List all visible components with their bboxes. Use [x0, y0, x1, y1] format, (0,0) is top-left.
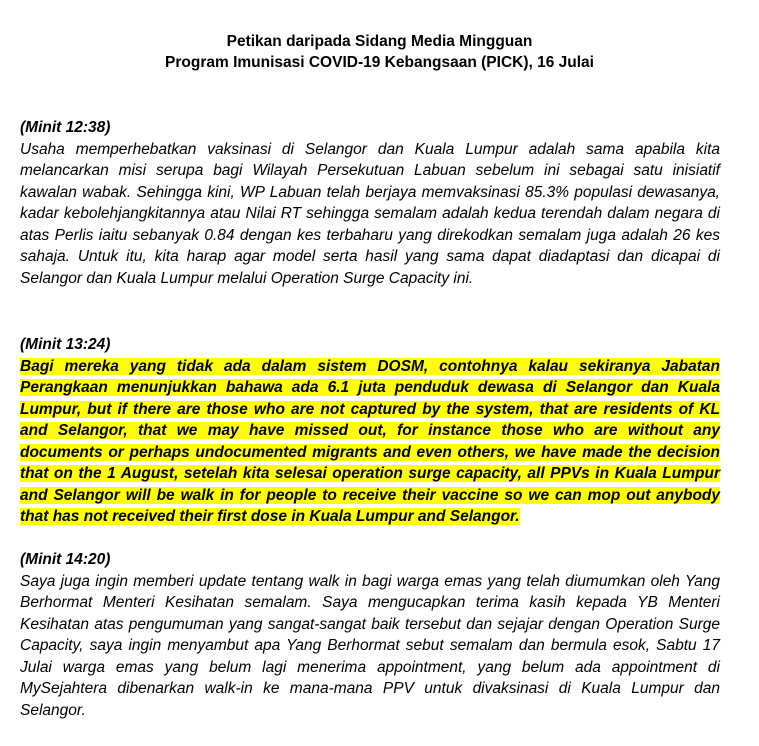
transcript-section-1 — [20, 117, 720, 289]
timestamp-label: (Minit 13:24) — [20, 336, 111, 353]
highlighted-text: Bagi mereka yang tidak ada dalam sistem DOSM, contohnya kalau sekiranya Jabatan Perangkaan menunjukkan bahawa ada 6.1 juta penduduk dewasa di Selangor dan Kuala Lumpur, but if there are those who are not captured by the system, that are residents of KL and Selangor, that we may have missed out, for instance those who are without any documents or perhaps undocumented migrants and even others, we have made the decision that on the 1 August, setelah kita selesai operation surge capacity, all PPVs in Kuala Lumpur and Selangor will be walk in for people to receive their vaccine so we can mop out anybody that has not received their first dose in Kuala Lumpur and Selangor. — [20, 357, 720, 525]
highlighted-paragraph — [20, 356, 720, 528]
transcript-section-3 — [20, 549, 720, 721]
transcript-section-2-highlighted — [20, 334, 720, 528]
header-subtitle: Program Imunisasi COVID-19 Kebangsaan (PICK), 16 Julai — [165, 54, 594, 71]
document-header — [0, 31, 759, 73]
paragraph-text: Saya juga ingin memberi update tentang walk in bagi warga emas yang telah diumumkan oleh Yang Berhormat Menteri Kesihatan semalam. Saya mengucapkan terima kasih kepada YB Menteri Kesihatan atas pengumuman yang sangat-sangat baik tersebut dan sejajar dengan Operation Surge Capacity, saya ingin menyambut apa Yang Berhormat sebut semalam dan bermula esok, Sabtu 17 Julai warga emas yang belum lagi menerima appointment, yang belum ada appointment di MySejahtera dibenarkan walk-in ke mana-mana PPV untuk divaksinasi di Kuala Lumpur dan Selangor. — [20, 572, 720, 719]
timestamp-label: (Minit 12:38) — [20, 119, 111, 136]
paragraph-text: Usaha memperhebatkan vaksinasi di Selangor dan Kuala Lumpur adalah sama apabila kita melancarkan misi serupa bagi Wilayah Persekutuan Labuan sebelum ini sebagai satu inisiatif kawalan wabak. Sehingga kini, WP Labuan telah berjaya memvaksinasi 85.3% populasi dewasanya, kadar kebolehjangkitannya atau Nilai RT sehingga semalam adalah kedua terendah dalam negara di atas Perlis iaitu sebanyak 0.84 dengan kes terbaharu yang direkodkan semalam juga adalah 26 kes sahaja. Untuk itu, kita harap agar model serta hasil yang sama dapat diadaptasi dan dicapai di Selangor dan Kuala Lumpur melalui Operation Surge Capacity ini. — [20, 140, 720, 287]
header-title: Petikan daripada Sidang Media Mingguan — [226, 33, 533, 50]
timestamp-label: (Minit 14:20) — [20, 551, 111, 568]
